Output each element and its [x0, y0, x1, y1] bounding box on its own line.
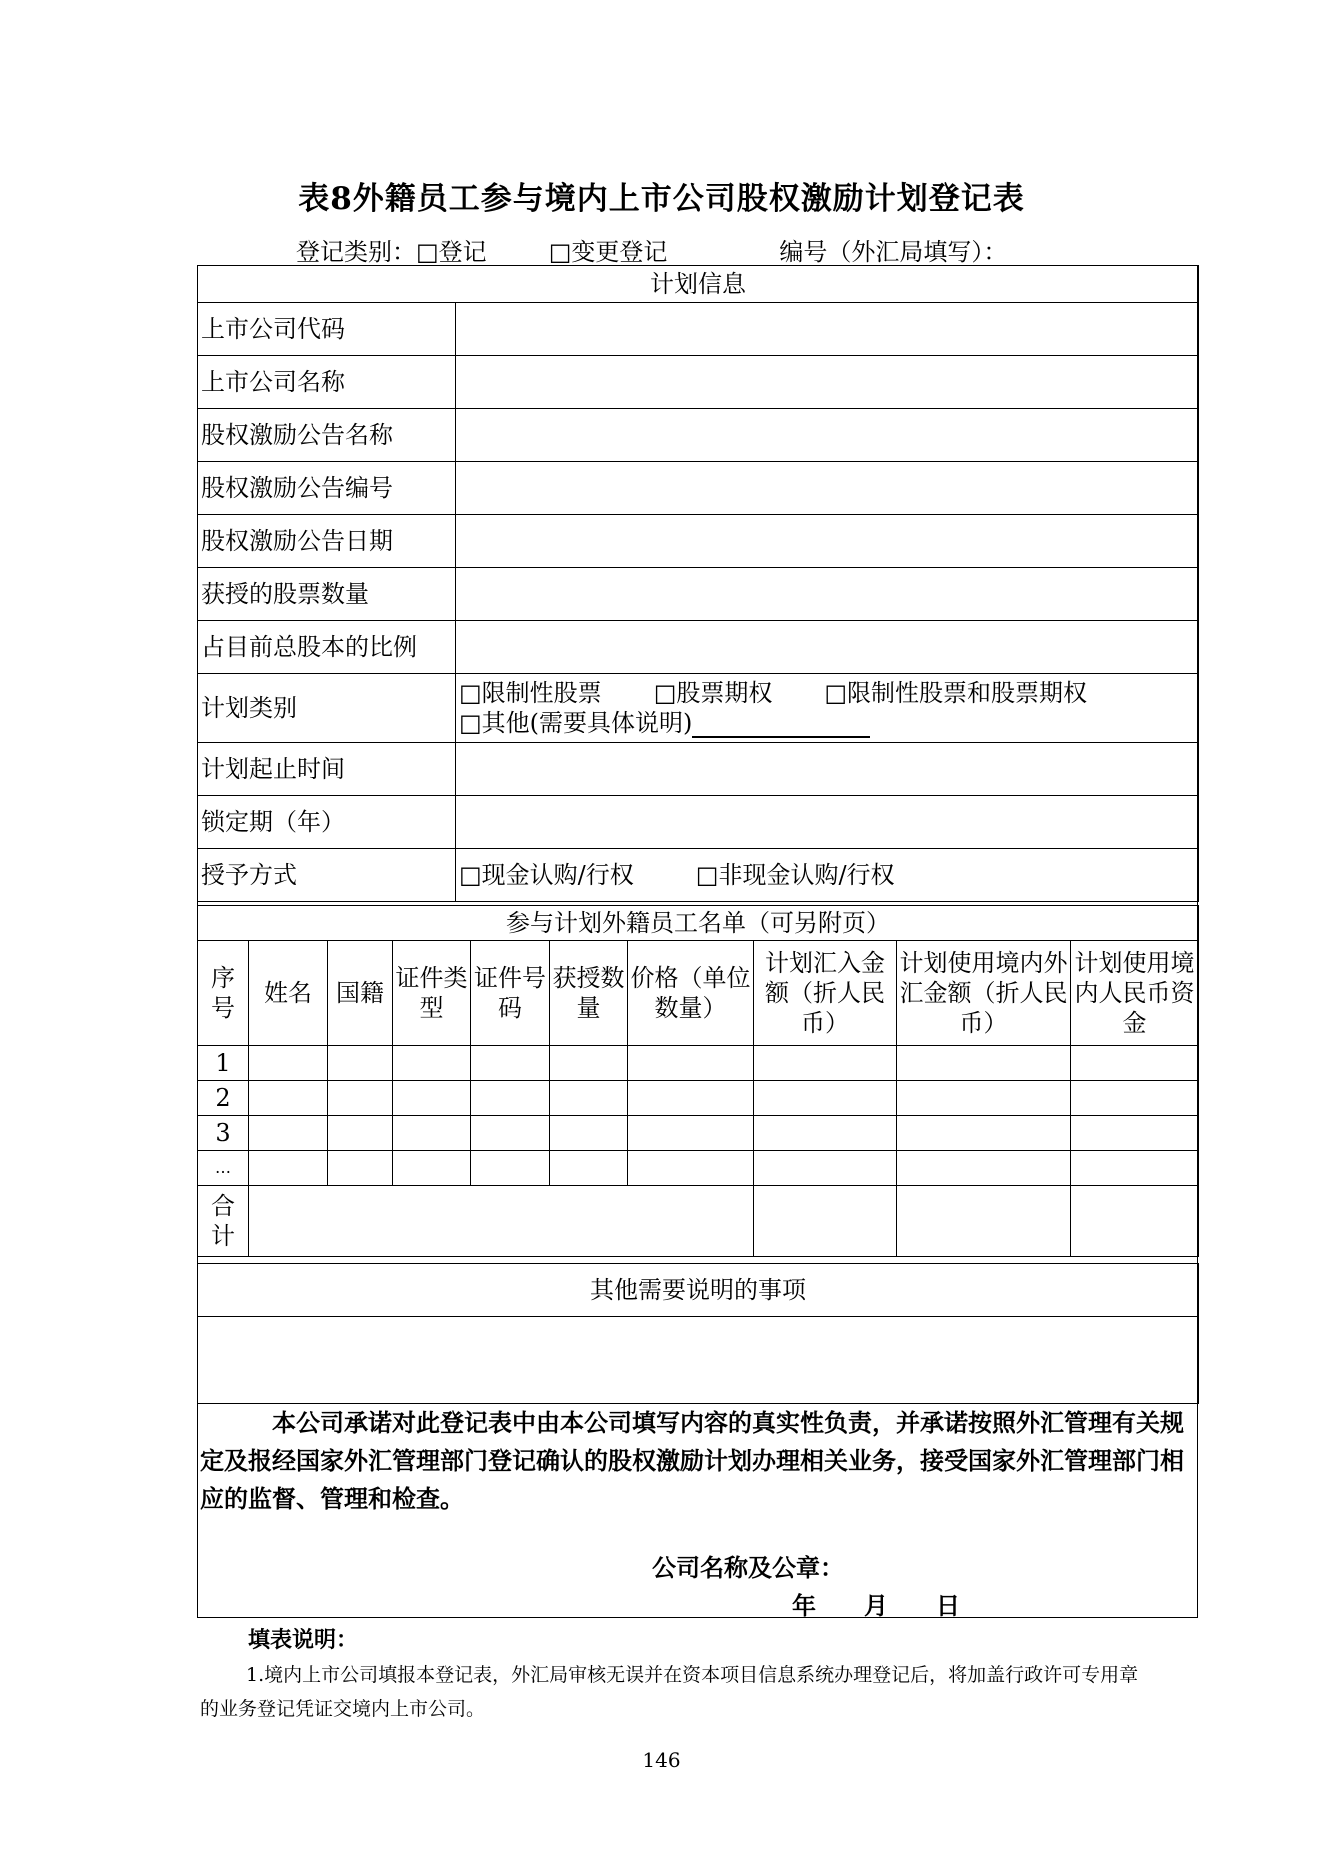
non-cash-exercise-checkbox[interactable]: □非现金认购/行权 — [695, 861, 895, 889]
company-seal-label: 公司名称及公章： — [652, 1553, 844, 1582]
announcement-name-label: 股权激励公告名称 — [198, 409, 456, 462]
stock-option-checkbox[interactable]: □股票期权 — [653, 679, 773, 707]
col-header-nationality: 国籍 — [328, 941, 393, 1046]
table-cell[interactable] — [328, 1081, 393, 1116]
announcement-date-field[interactable] — [456, 515, 1199, 568]
other-plan-checkbox[interactable]: □其他(需要具体说明) — [459, 709, 693, 737]
row-seq: 1 — [198, 1046, 249, 1081]
total-label: 合计 — [198, 1186, 249, 1257]
table-cell[interactable] — [550, 1046, 628, 1081]
table-cell[interactable] — [754, 1151, 897, 1186]
table-cell[interactable] — [628, 1151, 754, 1186]
announcement-date-label: 股权激励公告日期 — [198, 515, 456, 568]
other-matters-table — [197, 1263, 1199, 1404]
restricted-stock-checkbox[interactable]: □限制性股票 — [459, 679, 602, 707]
row-seq: 3 — [198, 1116, 249, 1151]
table-cell[interactable] — [328, 1151, 393, 1186]
plan-info-table — [197, 265, 1199, 902]
lockup-period-label: 锁定期（年） — [198, 796, 456, 849]
company-code-label: 上市公司代码 — [198, 303, 456, 356]
table-cell[interactable] — [897, 1081, 1071, 1116]
table-cell[interactable] — [628, 1116, 754, 1151]
table-cell[interactable] — [393, 1046, 471, 1081]
table-cell[interactable] — [550, 1151, 628, 1186]
table-cell[interactable] — [249, 1046, 328, 1081]
company-name-label: 上市公司名称 — [198, 356, 456, 409]
col-header-domestic-rmb: 计划使用境内人民币资金 — [1071, 941, 1199, 1046]
total-merged-cell[interactable] — [249, 1186, 754, 1257]
table-cell[interactable] — [1071, 1116, 1199, 1151]
table-cell[interactable] — [393, 1151, 471, 1186]
lockup-period-field[interactable] — [456, 796, 1199, 849]
table-cell[interactable] — [249, 1151, 328, 1186]
form-title: 表8外籍员工参与境内上市公司股权激励计划登记表 — [298, 181, 1025, 217]
table-cell[interactable] — [1071, 1151, 1199, 1186]
restricted-and-option-checkbox[interactable]: □限制性股票和股票期权 — [824, 679, 1088, 707]
table-cell[interactable] — [249, 1081, 328, 1116]
change-register-checkbox[interactable]: □变更登记 — [548, 238, 668, 266]
table-cell[interactable] — [393, 1116, 471, 1151]
table-cell[interactable] — [471, 1116, 550, 1151]
row-seq: … — [198, 1151, 249, 1186]
date-day-label: 日 — [936, 1591, 960, 1620]
announcement-name-field[interactable] — [456, 409, 1199, 462]
total-domestic-rmb-cell[interactable] — [1071, 1186, 1199, 1257]
table-cell[interactable] — [393, 1081, 471, 1116]
plan-type-label: 计划类别 — [198, 674, 456, 743]
announcement-number-label: 股权激励公告编号 — [198, 462, 456, 515]
cash-exercise-checkbox[interactable]: □现金认购/行权 — [459, 861, 634, 889]
other-matters-header: 其他需要说明的事项 — [198, 1264, 1199, 1317]
announcement-number-field[interactable] — [456, 462, 1199, 515]
col-header-name: 姓名 — [249, 941, 328, 1046]
share-ratio-field[interactable] — [456, 621, 1199, 674]
plan-period-label: 计划起止时间 — [198, 743, 456, 796]
grant-method-label: 授予方式 — [198, 849, 456, 902]
total-remit-cell[interactable] — [754, 1186, 897, 1257]
company-code-field[interactable] — [456, 303, 1199, 356]
plan-type-options — [456, 674, 1199, 743]
table-cell[interactable] — [628, 1081, 754, 1116]
table-cell[interactable] — [754, 1046, 897, 1081]
granted-shares-label: 获授的股票数量 — [198, 568, 456, 621]
company-name-field[interactable] — [456, 356, 1199, 409]
form-number-label: 编号（外汇局填写）： — [779, 238, 1008, 266]
instructions-heading: 填表说明： — [248, 1627, 359, 1653]
col-header-id-number: 证件号码 — [471, 941, 550, 1046]
other-plan-underline-field[interactable] — [692, 712, 870, 738]
page-number: 146 — [642, 1748, 681, 1772]
table-row — [198, 1046, 1199, 1081]
col-header-id-type: 证件类型 — [393, 941, 471, 1046]
grant-method-options — [456, 849, 1199, 902]
date-year-label: 年 — [792, 1591, 816, 1620]
date-month-label: 月 — [864, 1591, 888, 1620]
table-cell[interactable] — [628, 1046, 754, 1081]
table-cell[interactable] — [471, 1081, 550, 1116]
employee-list-table — [197, 905, 1199, 1257]
table-row — [198, 1151, 1199, 1186]
table-cell[interactable] — [897, 1116, 1071, 1151]
row-seq: 2 — [198, 1081, 249, 1116]
table-cell[interactable] — [550, 1116, 628, 1151]
total-domestic-fx-cell[interactable] — [897, 1186, 1071, 1257]
col-header-remit-amount: 计划汇入金额（折人民币） — [754, 941, 897, 1046]
table-cell[interactable] — [550, 1081, 628, 1116]
table-row — [198, 1081, 1199, 1116]
instruction-item: 1.境内上市公司填报本登记表，外汇局审核无误并在资本项目信息系统办理登记后，将加盖行政许可专用章的业务登记凭证交境内上市公司。 — [200, 1664, 1139, 1720]
plan-period-field[interactable] — [456, 743, 1199, 796]
table-cell[interactable] — [249, 1116, 328, 1151]
table-cell[interactable] — [754, 1116, 897, 1151]
register-checkbox[interactable]: □登记 — [416, 238, 487, 266]
table-cell[interactable] — [897, 1046, 1071, 1081]
table-cell[interactable] — [471, 1046, 550, 1081]
granted-shares-field[interactable] — [456, 568, 1199, 621]
company-pledge-text: 本公司承诺对此登记表中由本公司填写内容的真实性负责，并承诺按照外汇管理有关规定及报经国家外汇管理部门登记确认的股权激励计划办理相关业务，接受国家外汇管理部门相应的监督、管理和检查。 — [200, 1408, 1184, 1513]
plan-info-header: 计划信息 — [198, 266, 1199, 303]
share-ratio-label: 占目前总股本的比例 — [198, 621, 456, 674]
col-header-price: 价格（单位数量） — [628, 941, 754, 1046]
total-row — [198, 1186, 1199, 1257]
signature-date — [792, 1586, 960, 1621]
table-cell[interactable] — [471, 1151, 550, 1186]
table-cell[interactable] — [897, 1151, 1071, 1186]
table-cell[interactable] — [754, 1081, 897, 1116]
table-row — [198, 1116, 1199, 1151]
table-cell[interactable] — [1071, 1081, 1199, 1116]
registration-type-label: 登记类别： — [296, 238, 416, 266]
col-header-domestic-fx: 计划使用境内外汇金额（折人民币） — [897, 941, 1071, 1046]
col-header-seq: 序号 — [198, 941, 249, 1046]
other-matters-field[interactable] — [198, 1317, 1199, 1404]
table-cell[interactable] — [328, 1046, 393, 1081]
employee-list-header: 参与计划外籍员工名单（可另附页） — [198, 906, 1199, 941]
table-cell[interactable] — [1071, 1046, 1199, 1081]
col-header-granted-qty: 获授数量 — [550, 941, 628, 1046]
registration-type-line — [296, 232, 1007, 267]
table-cell[interactable] — [328, 1116, 393, 1151]
